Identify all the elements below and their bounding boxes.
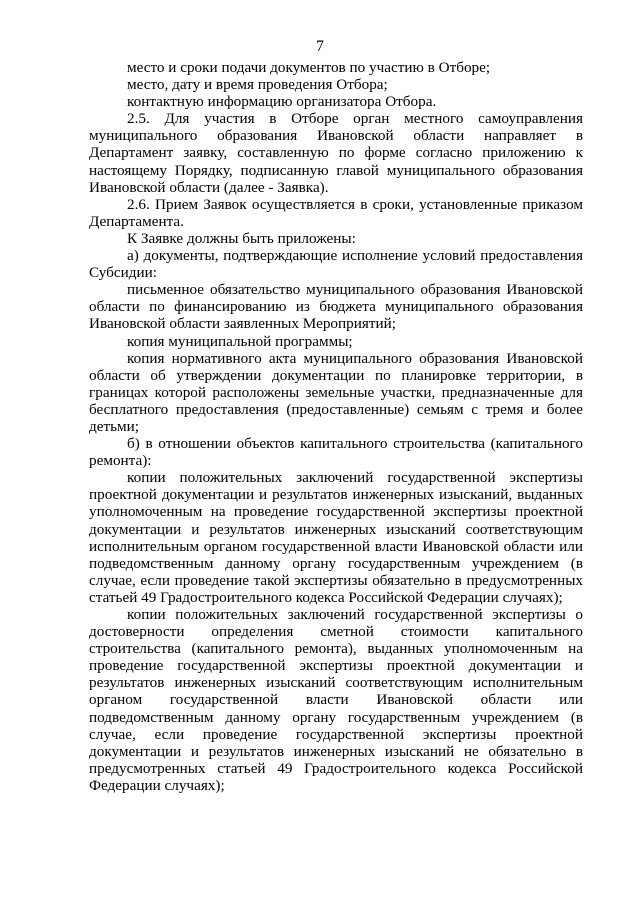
paragraph-normative-act: копия нормативного акта муниципального образования Ивановской области об утверждении документации по планировке территории, в границах которой расположены земельные участки, предназначенные для бесплатного предоставления (предоставленные) семьям с тремя и более детьми; — [89, 349, 583, 435]
paragraph-municipal-program: копия муниципальной программы; — [127, 332, 353, 350]
paragraph-attachments-intro: К Заявке должны быть приложены: — [127, 229, 356, 247]
paragraph-2-6: 2.6. Прием Заявок осуществляется в сроки, установленные приказом Департамента. — [89, 195, 583, 230]
paragraph-expertise-project: копии положительных заключений государственной экспертизы проектной документации и результатов инженерных изысканий, выданных уполномоченным на проведение государственной экспертизы проектной документации и результатов инженерных изысканий соответствующим исполнительным органом государственной власти Ивановской области или подведомственным данному органу государственным учреждением (в случае, если проведение такой экспертизы обязательно в предусмотренных статьей 49 Градостроительного кодекса Российской Федерации случаях); — [89, 469, 583, 606]
paragraph-item-b: б) в отношении объектов капитального строительства (капитального ремонта): — [89, 435, 583, 470]
paragraph-2-5: 2.5. Для участия в Отборе орган местного самоуправления муниципального образования Ивановской области направляет в Департамент заявку, составленную по форме согласно приложению к настоящему Порядку, подписанную главой муниципального образования Ивановской области (далее - Заявка). — [89, 110, 583, 196]
paragraph-selection-place: место, дату и время проведения Отбора; — [127, 76, 388, 94]
page-number: 7 — [316, 38, 324, 55]
paragraph-item-a: а) документы, подтверждающие исполнение условий предоставления Субсидии: — [89, 247, 583, 282]
paragraph-expertise-cost: копии положительных заключений государственной экспертизы о достоверности определения сметной стоимости капитального строительства (капитального ремонта), выданных уполномоченным на проведение государственной экспертизы проектной документации и результатов инженерных изысканий соответствующим исполнительным органом государственной власти Ивановской области или подведомственным данному органу государственным учреждением (в случае, если проведение государственной экспертизы проектной документации и результатов инженерных изысканий не обязательно в предусмотренных статьей 49 Градостроительного кодекса Российской Федерации случаях); — [89, 606, 583, 794]
paragraph-submission-place: место и сроки подачи документов по участию в Отборе; — [127, 59, 491, 76]
paragraph-written-obligation: письменное обязательство муниципального образования Ивановской области по финансированию из бюджета муниципального образования Ивановской области заявленных Мероприятий; — [89, 281, 583, 333]
paragraph-contact-info: контактную информацию организатора Отбора. — [127, 93, 437, 111]
document-body — [89, 59, 583, 794]
